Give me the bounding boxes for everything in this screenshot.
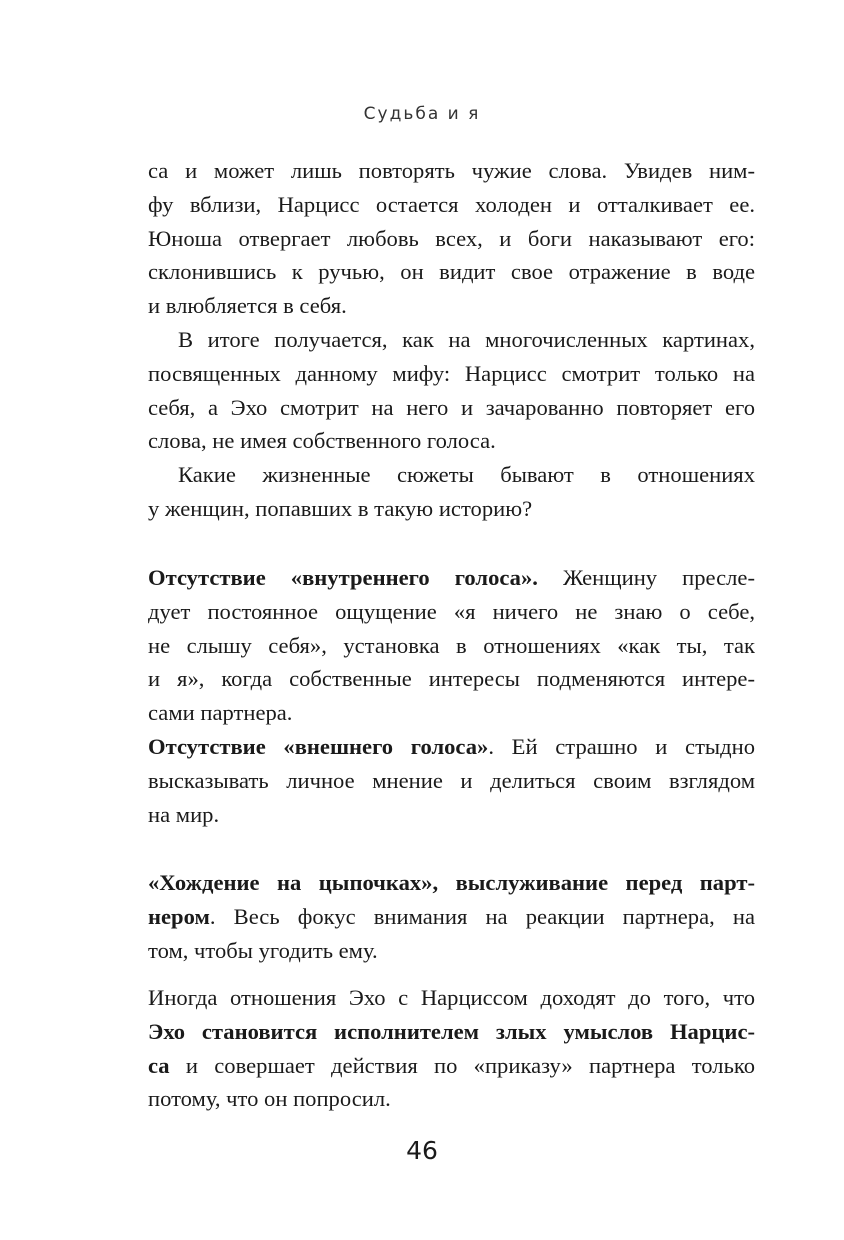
text-line: у женщин, попавших в такую историю? [148, 495, 533, 521]
section-outer-voice [148, 730, 755, 831]
section-inner-voice [148, 561, 755, 730]
paragraph-paintings [148, 323, 755, 458]
text-fragment: . Ей страшно и стыдно [488, 734, 756, 759]
text-line: са и может лишь повторять чужие слова. Увидев ним- [148, 158, 755, 183]
text-line [148, 730, 755, 764]
text-line [148, 900, 755, 934]
text-line: В итоге получается, как на многочисленных картинах, [178, 327, 755, 352]
section-title: Отсутствие «внутреннего голоса». [148, 565, 538, 590]
bold-phrase-continued: са [148, 1052, 170, 1078]
text-line: себя, а Эхо смотрит на него и зачарованно повторяет его [148, 394, 755, 420]
text-line: фу вблизи, Нарцисс остается холоден и отталкивает ее. [148, 191, 755, 217]
text-fragment: и совершает действия по «приказу» партнера только [169, 1052, 755, 1078]
text-line: том, чтобы угодить ему. [148, 937, 378, 963]
running-header: Судьба и я [363, 104, 481, 124]
section-title: Отсутствие «внешнего голоса» [148, 734, 489, 759]
text-line [148, 1015, 755, 1049]
section-title: «Хождение на цыпочках», выслуживание перед парт- [148, 870, 755, 895]
page-number: 46 [406, 1136, 438, 1165]
text-line: Иногда отношения Эхо с Нарциссом доходят до того, что [148, 985, 755, 1010]
paragraph-question [148, 458, 755, 526]
text-line: дует постоянное ощущение «я ничего не знаю о себе, [148, 598, 755, 624]
text-line: сами партнера. [148, 700, 293, 726]
text-line: Какие жизненные сюжеты бывают в отношениях [178, 462, 755, 487]
section-tiptoe [148, 866, 755, 967]
text-fragment: . Весь фокус внимания на реакции партнера, на [209, 903, 755, 929]
text-line: посвященных данному мифу: Нарцисс смотрит только на [148, 360, 755, 386]
text-line: слова, не имея собственного голоса. [148, 428, 496, 454]
text-line: высказывать личное мнение и делиться своим взглядом [148, 767, 755, 793]
text-line [148, 561, 755, 595]
text-line: на мир. [148, 801, 220, 827]
text-line: и я», когда собственные интересы подменяются интере- [148, 666, 755, 692]
text-line: потому, что он попросил. [148, 1086, 391, 1112]
section-title-continued: нером [148, 903, 210, 929]
text-line: не слышу себя», установка в отношениях «как ты, так [148, 632, 755, 658]
text-line [148, 866, 755, 900]
text-line: Юноша отвергает любовь всех, и боги наказывают его: [148, 225, 755, 251]
text-line: склонившись к ручью, он видит свое отражение в воде [148, 259, 755, 285]
bold-phrase: Эхо становится исполнителем злых умыслов Нарцис- [148, 1018, 755, 1044]
text-fragment: Женщину пресле- [537, 565, 755, 590]
section-executor [148, 981, 755, 1116]
text-line: и влюбляется в себя. [148, 293, 347, 319]
paragraph-myth-continued [148, 154, 755, 323]
text-line [148, 1049, 755, 1083]
